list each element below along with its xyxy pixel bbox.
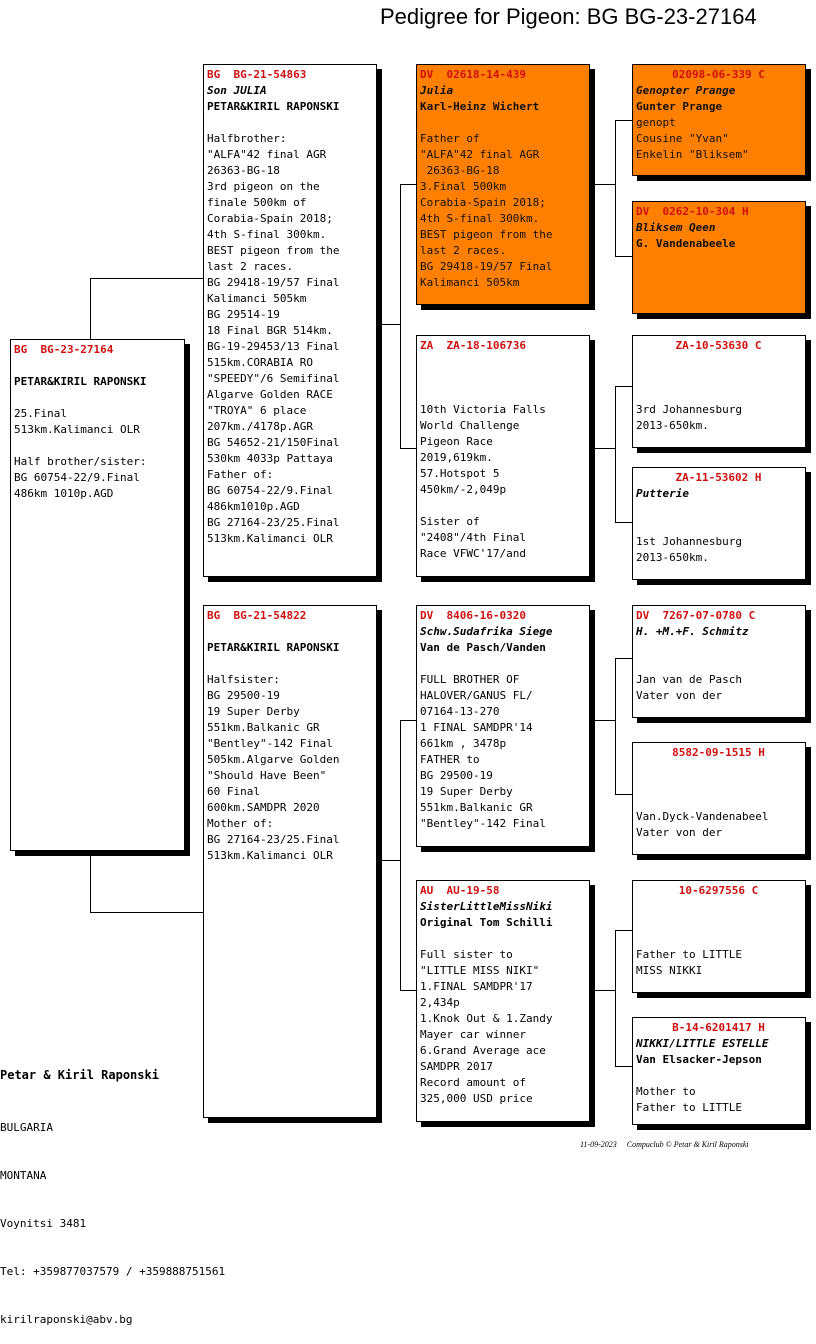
card-line: [636, 1068, 801, 1084]
card-line: World Challenge: [420, 419, 520, 432]
card-line: 325,000 USD price: [420, 1092, 533, 1105]
pigeon-name: [636, 761, 801, 777]
print-date: 11-09-2023: [580, 1140, 617, 1149]
card-line: 513km.Kalimanci OLR: [14, 423, 140, 436]
owner-name: [636, 370, 801, 386]
owner-name: G. Vandenabeele: [636, 237, 736, 250]
breeder-name: Petar & Kiril Raponski: [0, 1068, 159, 1082]
card-line: [636, 386, 801, 402]
owner-name: PETAR&KIRIL RAPONSKI: [207, 641, 340, 654]
card-line: BG 60754-22/9.Final: [14, 471, 140, 484]
card-line: "ALFA"42 final AGR: [207, 148, 327, 161]
card-line: 2019,619km.: [420, 451, 493, 464]
card-line: Sister of: [420, 515, 480, 528]
owner-name: Gunter Prange: [636, 100, 723, 113]
connector-line: [376, 860, 400, 861]
pigeon-name: Putterie: [636, 487, 689, 500]
pigeon-name: NIKKI/LITTLE ESTELLE: [636, 1037, 769, 1050]
card-line: [14, 390, 180, 406]
card-line: 3rd Johannesburg: [636, 403, 742, 416]
pigeon-name: Schw.Sudafrika Siege: [420, 625, 553, 638]
ring-number: BG BG-21-54863: [207, 68, 307, 81]
card-line: 26363-BG-18: [420, 164, 500, 177]
card-line: Algarve Golden RACE: [207, 388, 333, 401]
card-line: "ALFA"42 final AGR: [420, 148, 540, 161]
pedigree-card-dam-sire[interactable]: [416, 605, 590, 847]
connector-line: [615, 120, 616, 256]
card-line: "2408"/4th Final: [420, 531, 526, 544]
card-line: Kalimanci 505km: [207, 292, 307, 305]
card-line: BG 29514-19: [207, 308, 280, 321]
connector-line: [615, 522, 632, 523]
card-line: 600km.SAMDPR 2020: [207, 801, 320, 814]
connector-line: [400, 184, 416, 185]
card-line: Pigeon Race: [420, 435, 493, 448]
card-line: Vater von der: [636, 689, 723, 702]
ring-number: ZA-10-53630 C: [675, 339, 762, 352]
card-line: 10th Victoria Falls: [420, 403, 546, 416]
pigeon-name: [636, 354, 801, 370]
card-line: 3rd pigeon on the: [207, 180, 320, 193]
owner-name: Karl-Heinz Wichert: [420, 100, 540, 113]
card-line: 505km.Algarve Golden: [207, 753, 340, 766]
pigeon-name: Bliksem Qeen: [636, 221, 716, 234]
card-line: BG 29418-19/57 Final: [420, 260, 553, 273]
card-line: Cousine "Yvan": [636, 132, 729, 145]
connector-line: [615, 386, 632, 387]
card-line: "Bentley"-142 Final: [420, 817, 546, 830]
connector-line: [90, 850, 91, 912]
owner-name: [636, 640, 801, 656]
breeder-region: MONTANA: [0, 1169, 47, 1182]
ring-number: 10-6297556 C: [678, 884, 759, 897]
card-line: [636, 931, 801, 947]
pedigree-card-dam[interactable]: [203, 605, 377, 1118]
card-line: Father to LITTLE: [636, 948, 742, 961]
ring-number: ZA-11-53602 H: [675, 471, 762, 484]
card-line: [14, 438, 180, 454]
connector-line: [589, 720, 615, 721]
card-line: "Bentley"-142 Final: [207, 737, 333, 750]
card-line: Mayer car winner: [420, 1028, 526, 1041]
pedigree-card-g3-6[interactable]: [632, 742, 806, 855]
connector-line: [400, 720, 416, 721]
pedigree-card-g3-8[interactable]: [632, 1017, 806, 1125]
card-line: BEST pigeon from the: [420, 228, 553, 241]
owner-name: PETAR&KIRIL RAPONSKI: [14, 375, 147, 388]
ring-number: DV 0262-10-304 H: [636, 205, 749, 218]
card-line: 551km.Balkanic GR: [207, 721, 320, 734]
ring-number: B-14-6201417 H: [672, 1021, 765, 1034]
pigeon-name: Julia: [420, 84, 454, 97]
pedigree-card-g3-7[interactable]: [632, 880, 806, 993]
card-line: 2013-650km.: [636, 551, 709, 564]
card-line: Halfsister:: [207, 673, 280, 686]
card-line: Halfbrother:: [207, 132, 287, 145]
owner-name: Van de Pasch/Vanden: [420, 641, 546, 654]
breeder-country: BULGARIA: [0, 1121, 53, 1134]
card-line: [636, 518, 801, 534]
card-line: BG 27164-23/25.Final: [207, 833, 340, 846]
card-line: BG 29418-19/57 Final: [207, 276, 340, 289]
breeder-phone: Tel: +359877037579 / +359888751561: [0, 1265, 226, 1278]
ring-number: AU AU-19-58: [420, 884, 500, 897]
connector-line: [615, 1066, 632, 1067]
card-line: 2013-650km.: [636, 419, 709, 432]
ring-number: 8582-09-1515 H: [672, 746, 765, 759]
connector-line: [589, 448, 615, 449]
connector-line: [589, 184, 615, 185]
connector-line: [589, 990, 615, 991]
owner-name: [636, 777, 801, 793]
card-line: last 2 races.: [207, 260, 294, 273]
card-line: 661km , 3478p: [420, 737, 507, 750]
footer: [580, 1140, 749, 1149]
pedigree-card-sire-dam[interactable]: [416, 335, 590, 577]
card-line: [420, 931, 585, 947]
card-line: BG 29500-19: [207, 689, 280, 702]
card-line: 515km.CORABIA RO: [207, 356, 313, 369]
ring-number: 02098-06-339 C: [672, 68, 765, 81]
card-line: BG 27164-23/25.Final: [207, 516, 340, 529]
card-line: [207, 115, 372, 131]
connector-line: [400, 448, 416, 449]
breeder-email[interactable]: kirilraponski@abv.bg: [0, 1313, 133, 1326]
connector-line: [90, 278, 204, 279]
pedigree-card-sire-sire[interactable]: [416, 64, 590, 305]
card-line: Record amount of: [420, 1076, 526, 1089]
card-line: finale 500km of: [207, 196, 307, 209]
pedigree-card-g3-2[interactable]: [632, 201, 806, 314]
connector-line: [615, 930, 632, 931]
card-line: 486km 1010p.AGD: [14, 487, 114, 500]
card-line: 1st Johannesburg: [636, 535, 742, 548]
card-line: "TROYA" 6 place: [207, 404, 307, 417]
card-line: 19 Super Derby: [207, 705, 300, 718]
card-line: 1.FINAL SAMDPR'17: [420, 980, 533, 993]
card-line: Vater von der: [636, 826, 723, 839]
card-line: BG 54652-21/150Final: [207, 436, 340, 449]
pigeon-name: [14, 358, 180, 374]
card-line: BG-19-29453/13 Final: [207, 340, 340, 353]
owner-name: [420, 370, 585, 386]
card-line: 60 Final: [207, 785, 260, 798]
card-line: 19 Super Derby: [420, 785, 513, 798]
ring-number: DV 7267-07-0780 C: [636, 609, 756, 622]
connector-line: [376, 324, 400, 325]
card-line: last 2 races.: [420, 244, 507, 257]
pedigree-card-sire[interactable]: [203, 64, 377, 577]
card-line: [420, 498, 585, 514]
card-line: Corabia-Spain 2018;: [207, 212, 333, 225]
card-line: 4th S-final 300km.: [420, 212, 540, 225]
owner-name: PETAR&KIRIL RAPONSKI: [207, 100, 340, 113]
card-line: Kalimanci 505km: [420, 276, 520, 289]
card-line: 18 Final BGR 514km.: [207, 324, 333, 337]
connector-line: [615, 120, 632, 121]
owner-name: Original Tom Schilli: [420, 916, 553, 929]
connector-line: [615, 658, 616, 794]
card-line: Corabia-Spain 2018;: [420, 196, 546, 209]
card-line: [420, 656, 585, 672]
card-line: Full sister to: [420, 948, 513, 961]
pedigree-card-g3-5[interactable]: [632, 605, 806, 718]
card-line: SAMDPR 2017: [420, 1060, 493, 1073]
card-line: [636, 793, 801, 809]
connector-line: [615, 794, 632, 795]
connector-line: [400, 184, 401, 448]
ring-number: DV 8406-16-0320: [420, 609, 526, 622]
connector-line: [615, 930, 616, 1066]
card-line: Mother of:: [207, 817, 274, 830]
card-line: 486km1010p.AGD: [207, 500, 300, 513]
connector-line: [615, 658, 632, 659]
card-line: Mother to: [636, 1085, 696, 1098]
connector-line: [400, 990, 416, 991]
card-line: BG 29500-19: [420, 769, 493, 782]
pedigree-card-g3-4[interactable]: [632, 467, 806, 580]
pigeon-name: Son JULIA: [207, 84, 267, 97]
pedigree-card-g3-1[interactable]: [632, 64, 806, 176]
card-line: genopt: [636, 116, 676, 129]
card-line: "LITTLE MISS NIKI": [420, 964, 540, 977]
ring-number: DV 02618-14-439: [420, 68, 526, 81]
connector-line: [400, 720, 401, 990]
card-line: 3.Final 500km: [420, 180, 507, 193]
card-line: 07164-13-270: [420, 705, 500, 718]
card-line: HALOVER/GANUS FL/: [420, 689, 533, 702]
pigeon-name: [207, 624, 372, 640]
card-line: "SPEEDY"/6 Semifinal: [207, 372, 340, 385]
card-line: BG 60754-22/9.Final: [207, 484, 333, 497]
card-line: 1 FINAL SAMDPR'14: [420, 721, 533, 734]
owner-name: [636, 502, 801, 518]
card-line: FATHER to: [420, 753, 480, 766]
card-line: [636, 656, 801, 672]
card-line: FULL BROTHER OF: [420, 673, 520, 686]
card-line: 57.Hotspot 5: [420, 467, 500, 480]
card-line: Race VFWC'17/and: [420, 547, 526, 560]
breeder-city: Voynitsi 3481: [0, 1217, 87, 1230]
card-line: 26363-BG-18: [207, 164, 280, 177]
pedigree-card-g3-3[interactable]: [632, 335, 806, 448]
card-line: 1.Knok Out & 1.Zandy: [420, 1012, 553, 1025]
breeder-address: [0, 1034, 225, 1344]
card-line: Father of:: [207, 468, 274, 481]
connector-line: [90, 278, 91, 340]
card-line: 513km.Kalimanci OLR: [207, 532, 333, 545]
copyright: Compuclub © Petar & Kiril Raponski: [626, 1140, 749, 1149]
card-line: 530km 4033p Pattaya: [207, 452, 333, 465]
card-line: [207, 656, 372, 672]
owner-name: [636, 915, 801, 931]
connector-line: [615, 386, 616, 522]
card-line: 2,434p: [420, 996, 460, 1009]
card-line: 207km./4178p.AGR: [207, 420, 313, 433]
card-line: 4th S-final 300km.: [207, 228, 327, 241]
pigeon-name: Genopter Prange: [636, 84, 736, 97]
pedigree-card-subject[interactable]: [10, 339, 185, 851]
card-line: Van.Dyck-Vandenabeel: [636, 810, 769, 823]
card-line: Enkelin "Bliksem": [636, 148, 749, 161]
card-line: 450km/-2,049p: [420, 483, 507, 496]
pigeon-name: [420, 354, 585, 370]
card-line: MISS NIKKI: [636, 964, 703, 977]
pedigree-card-dam-dam[interactable]: [416, 880, 590, 1122]
card-line: Half brother/sister:: [14, 455, 147, 468]
card-line: 551km.Balkanic GR: [420, 801, 533, 814]
card-line: Father to LITTLE: [636, 1101, 742, 1114]
connector-line: [615, 256, 632, 257]
ring-number: BG BG-23-27164: [14, 343, 114, 356]
connector-line: [90, 912, 204, 913]
card-line: 513km.Kalimanci OLR: [207, 849, 333, 862]
pigeon-name: [636, 899, 801, 915]
card-line: Jan van de Pasch: [636, 673, 742, 686]
card-line: [420, 115, 585, 131]
card-line: [420, 386, 585, 402]
card-line: Father of: [420, 132, 480, 145]
page-title: Pedigree for Pigeon: BG BG-23-27164: [380, 4, 757, 29]
ring-number: BG BG-21-54822: [207, 609, 307, 622]
ring-number: ZA ZA-18-106736: [420, 339, 526, 352]
card-line: BEST pigeon from the: [207, 244, 340, 257]
pigeon-name: SisterLittleMissNiki: [420, 900, 553, 913]
card-line: 6.Grand Average ace: [420, 1044, 546, 1057]
pigeon-name: H. +M.+F. Schmitz: [636, 625, 749, 638]
owner-name: Van Elsacker-Jepson: [636, 1053, 762, 1066]
card-line: 25.Final: [14, 407, 67, 420]
card-line: "Should Have Been": [207, 769, 327, 782]
